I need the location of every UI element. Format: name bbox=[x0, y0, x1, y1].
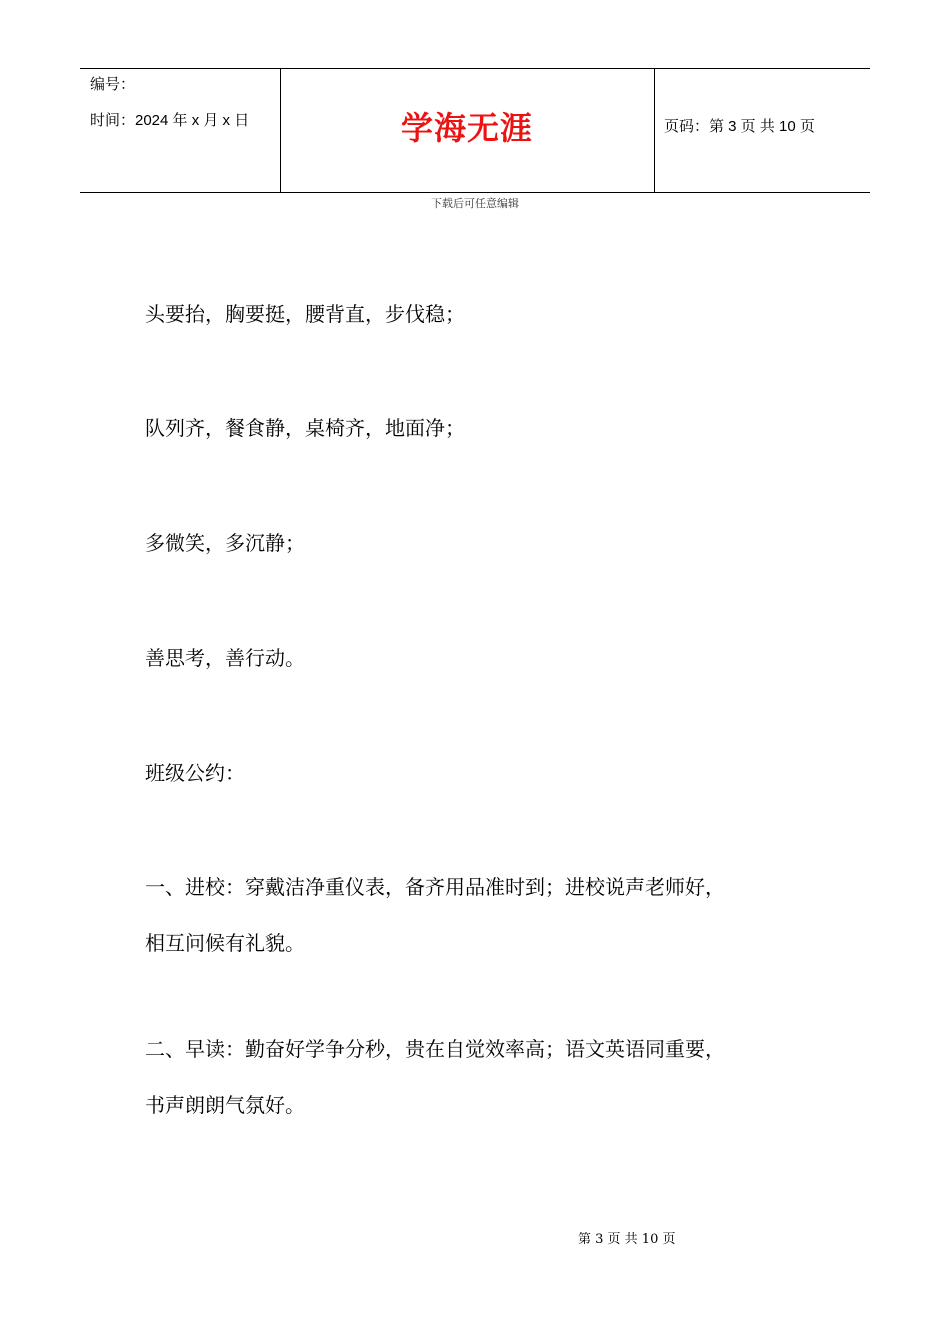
paragraph-entering-school bbox=[145, 859, 825, 971]
header-title: 学海无涯 bbox=[400, 109, 533, 147]
text-line: 队列齐，餐食静，桌椅齐，地面净； bbox=[145, 416, 465, 440]
paragraph-line: 一、进校：穿戴洁净重仪表，备齐用品准时到；进校说声老师好， bbox=[145, 875, 725, 899]
text-line: 多微笑，多沉静； bbox=[145, 531, 305, 555]
header-page-number: 页码：第 3 页 共 10 页 bbox=[664, 118, 815, 135]
text-line: 善思考，善行动。 bbox=[145, 646, 305, 670]
document-header bbox=[80, 68, 870, 193]
time-label: 时间：2024 年 x 月 x 日 bbox=[90, 112, 250, 129]
edit-note: 下载后可任意编辑 bbox=[431, 197, 519, 210]
section-heading: 班级公约： bbox=[145, 761, 245, 785]
paragraph-line: 书声朗朗气氛好。 bbox=[145, 1093, 305, 1117]
paragraph-line: 相互问候有礼貌。 bbox=[145, 931, 305, 955]
footer-page-number: 第 3 页 共 10 页 bbox=[578, 1232, 676, 1247]
header-divider-right bbox=[654, 69, 655, 192]
paragraph-line: 二、早读：勤奋好学争分秒，贵在自觉效率高；语文英语同重要， bbox=[145, 1037, 725, 1061]
serial-number-label: 编号： bbox=[90, 76, 136, 93]
text-line: 头要抬，胸要挺，腰背直，步伐稳； bbox=[145, 302, 465, 326]
paragraph-morning-reading bbox=[145, 1021, 825, 1133]
